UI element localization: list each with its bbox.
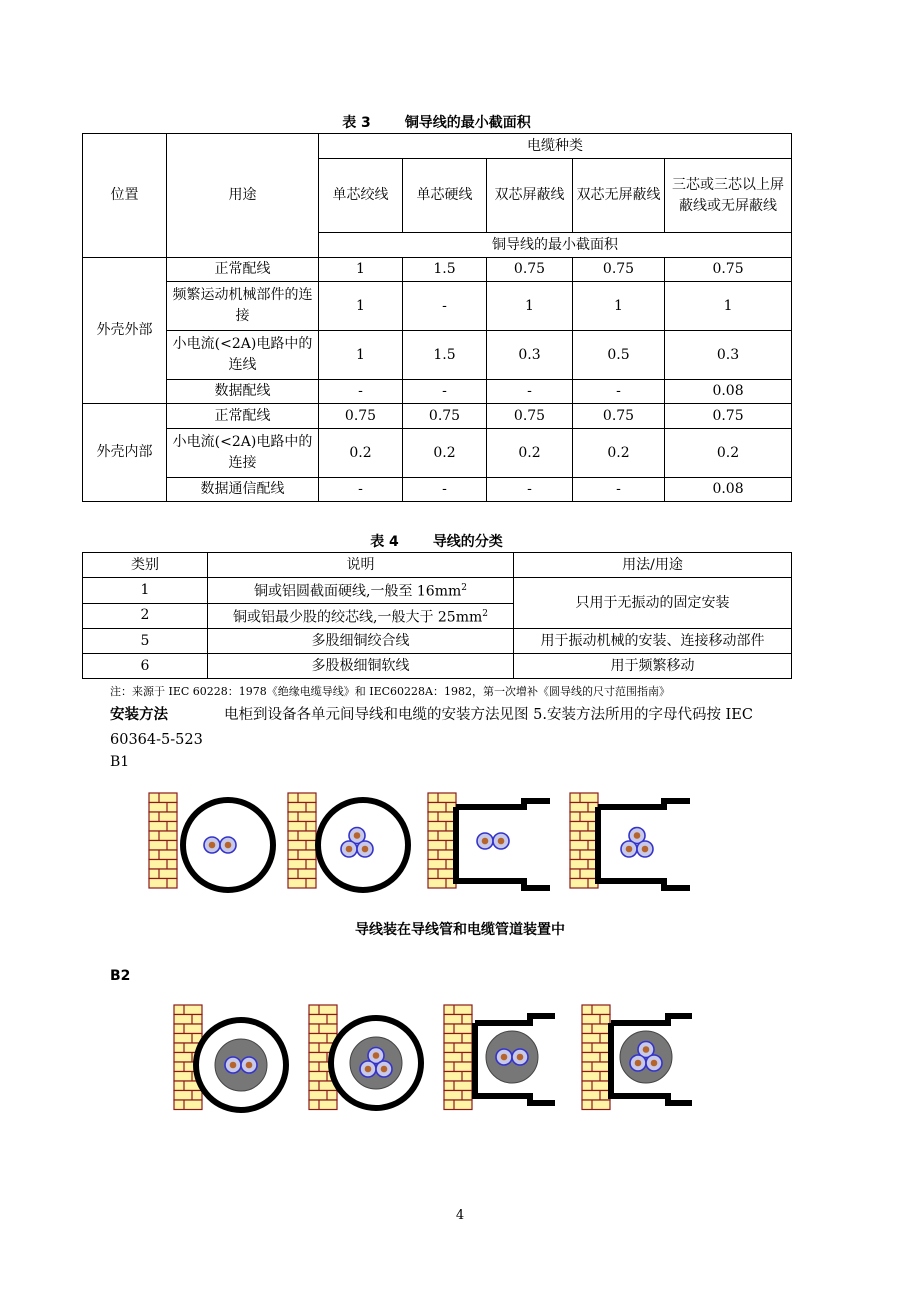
wire-conductor xyxy=(225,842,232,849)
brick xyxy=(582,1091,610,1101)
table4-desc-sup: 2 xyxy=(461,583,467,593)
table4-desc-sup: 2 xyxy=(482,608,488,619)
table4-header: 用法/用途 xyxy=(514,553,792,578)
brick xyxy=(444,1034,472,1044)
table3-cell: - xyxy=(487,380,573,404)
b1-label: B1 xyxy=(110,754,130,770)
table3-cell: - xyxy=(573,380,665,404)
brick-wall xyxy=(444,1005,472,1110)
table4-header: 类别 xyxy=(83,553,208,578)
brick xyxy=(582,1072,610,1082)
b2-figure xyxy=(0,995,920,1125)
brick-wall xyxy=(149,793,177,888)
table3-cell: - xyxy=(403,478,487,502)
table3-cell: 1 xyxy=(665,282,792,331)
table3-usage: 频繁运动机械部件的连接 xyxy=(167,282,319,331)
wire-cores xyxy=(621,828,653,858)
table3-cell: 0.2 xyxy=(319,429,403,478)
table3-header-cable-type: 电缆种类 xyxy=(319,134,792,159)
wire-conductor xyxy=(626,846,633,853)
table3-cell: 1 xyxy=(319,258,403,282)
table3-usage: 小电流(<2A)电路中的连线 xyxy=(167,331,319,380)
brick xyxy=(428,879,456,889)
table4-use: 用于频繁移动 xyxy=(514,654,792,679)
wire-conductor xyxy=(354,832,361,839)
brick xyxy=(444,1100,472,1110)
brick xyxy=(174,1015,202,1025)
table3-header-usage: 用途 xyxy=(167,134,319,258)
brick-wall xyxy=(582,1005,610,1110)
table3-col-header: 双芯屏蔽线 xyxy=(487,159,573,233)
brick xyxy=(582,1043,610,1053)
table3-usage: 数据通信配线 xyxy=(167,478,319,502)
table3-cell: 1.5 xyxy=(403,331,487,380)
brick xyxy=(174,1100,202,1110)
brick xyxy=(149,822,177,832)
brick xyxy=(149,803,177,813)
brick xyxy=(288,850,316,860)
brick xyxy=(309,1100,337,1110)
table-row xyxy=(83,282,792,331)
table3-caption-title: 铜导线的最小截面积 xyxy=(404,115,531,131)
brick xyxy=(428,822,456,832)
table3-cell: 0.75 xyxy=(573,404,665,429)
table3-usage: 正常配线 xyxy=(167,258,319,282)
table3-cell: - xyxy=(403,380,487,404)
brick-wall xyxy=(570,793,598,888)
table3-col-header: 单芯绞线 xyxy=(319,159,403,233)
install-paragraph xyxy=(110,703,830,728)
table-row xyxy=(83,331,792,380)
table3-col-header: 三芯或三芯以上屏蔽线或无屏蔽线 xyxy=(665,159,792,233)
brick xyxy=(288,879,316,889)
table3-cell: 1 xyxy=(573,282,665,331)
table3-cell: 0.08 xyxy=(665,478,792,502)
table3-position-inside: 外壳内部 xyxy=(83,404,167,502)
table4-desc: 多股细铜绞合线 xyxy=(208,629,514,654)
table3-caption-number: 表 3 xyxy=(342,115,371,131)
table4-cat: 2 xyxy=(83,603,208,629)
table3-cell: 0.2 xyxy=(487,429,573,478)
brick xyxy=(582,1005,610,1015)
wire-conductor xyxy=(346,846,353,853)
table3-usage: 小电流(<2A)电路中的连接 xyxy=(167,429,319,478)
page-number: 4 xyxy=(455,1208,465,1223)
b1-item-4 xyxy=(570,793,690,888)
table-row xyxy=(83,380,792,404)
table3-cell: - xyxy=(487,478,573,502)
brick xyxy=(444,1005,472,1015)
brick xyxy=(428,869,456,879)
install-text-line2: 60364-5-523 xyxy=(110,732,203,748)
wire-conductor xyxy=(246,1062,253,1069)
brick xyxy=(149,879,177,889)
brick xyxy=(570,860,598,870)
brick xyxy=(309,1091,337,1101)
table3-position-outside: 外壳外部 xyxy=(83,258,167,404)
brick-wall xyxy=(288,793,316,888)
table3-cell: 1.5 xyxy=(403,258,487,282)
table4-use: 只用于无振动的固定安装 xyxy=(514,578,792,629)
brick xyxy=(288,860,316,870)
brick xyxy=(570,879,598,889)
table4-caption-number: 表 4 xyxy=(370,534,399,550)
table-row xyxy=(83,404,792,429)
table4 xyxy=(82,552,792,679)
brick xyxy=(570,869,598,879)
table3-cell: - xyxy=(319,478,403,502)
brick xyxy=(288,869,316,879)
wire-conductor xyxy=(381,1066,388,1073)
brick xyxy=(582,1034,610,1044)
brick xyxy=(428,860,456,870)
wire-cores xyxy=(477,833,509,849)
wire-conductor xyxy=(635,1060,642,1067)
table3 xyxy=(82,133,792,502)
wire-conductor xyxy=(362,846,369,853)
table4-desc-text: 铜或铝圆截面硬线,一般至 16mm xyxy=(254,583,462,600)
wire-conductor xyxy=(482,838,489,845)
brick xyxy=(570,822,598,832)
wire-conductor xyxy=(498,838,505,845)
brick xyxy=(288,812,316,822)
brick xyxy=(149,850,177,860)
table3-cell: 0.2 xyxy=(573,429,665,478)
brick xyxy=(149,869,177,879)
wire-conductor xyxy=(365,1066,372,1073)
brick xyxy=(288,831,316,841)
brick xyxy=(288,793,316,803)
b1-item-1 xyxy=(149,793,273,890)
table3-cell: - xyxy=(573,478,665,502)
table3-cell: 0.2 xyxy=(665,429,792,478)
brick xyxy=(570,831,598,841)
brick xyxy=(444,1091,472,1101)
table3-cell: 1 xyxy=(319,282,403,331)
b2-item-2 xyxy=(309,1005,421,1110)
brick xyxy=(428,803,456,813)
brick xyxy=(428,831,456,841)
wire-conductor xyxy=(373,1052,380,1059)
table3-cell: 0.2 xyxy=(403,429,487,478)
table3-header-position: 位置 xyxy=(83,134,167,258)
table4-cat: 6 xyxy=(83,654,208,679)
table3-cell: 0.75 xyxy=(319,404,403,429)
brick xyxy=(149,860,177,870)
table3-cell: 0.75 xyxy=(573,258,665,282)
table-row xyxy=(83,578,792,604)
brick xyxy=(149,831,177,841)
wire-conductor xyxy=(651,1060,658,1067)
table3-cell: 0.5 xyxy=(573,331,665,380)
brick xyxy=(582,1015,610,1025)
brick xyxy=(570,812,598,822)
brick xyxy=(428,812,456,822)
table4-cat: 5 xyxy=(83,629,208,654)
table4-desc xyxy=(208,578,514,604)
wire-conductor xyxy=(634,832,641,839)
brick xyxy=(444,1062,472,1072)
table3-col-header: 单芯硬线 xyxy=(403,159,487,233)
b1-figure xyxy=(0,785,920,900)
table4-desc xyxy=(208,603,514,629)
table3-header-min-area: 铜导线的最小截面积 xyxy=(319,233,792,258)
table3-cell: - xyxy=(403,282,487,331)
wire-conductor xyxy=(209,842,216,849)
brick xyxy=(570,793,598,803)
b2-item-4 xyxy=(582,1005,692,1110)
brick xyxy=(288,822,316,832)
table-row xyxy=(83,258,792,282)
wire-conductor xyxy=(501,1054,508,1061)
brick xyxy=(582,1100,610,1110)
brick xyxy=(288,841,316,851)
table-row xyxy=(83,478,792,502)
table3-usage: 数据配线 xyxy=(167,380,319,404)
table3-usage: 正常配线 xyxy=(167,404,319,429)
brick xyxy=(174,1091,202,1101)
brick xyxy=(582,1053,610,1063)
table3-cell: 1 xyxy=(487,282,573,331)
brick xyxy=(444,1072,472,1082)
brick xyxy=(309,1034,337,1044)
wire-conductor xyxy=(643,1046,650,1053)
table-row xyxy=(83,629,792,654)
brick xyxy=(444,1015,472,1025)
brick xyxy=(174,1005,202,1015)
install-title: 安装方法 xyxy=(110,707,168,723)
table3-cell: 0.3 xyxy=(487,331,573,380)
table4-header-row xyxy=(83,553,792,578)
table3-cell: 0.08 xyxy=(665,380,792,404)
table4-header: 说明 xyxy=(208,553,514,578)
table-row xyxy=(83,429,792,478)
brick xyxy=(444,1053,472,1063)
brick xyxy=(444,1081,472,1091)
wire-conductor xyxy=(642,846,649,853)
table4-desc-text: 铜或铝最少股的绞芯线,一般大于 25mm xyxy=(233,609,483,626)
table3-cell: 0.75 xyxy=(487,404,573,429)
brick xyxy=(309,1005,337,1015)
table3-cell: 0.75 xyxy=(665,404,792,429)
table3-cell: 0.75 xyxy=(487,258,573,282)
table3-cell: 1 xyxy=(319,331,403,380)
table4-use: 用于振动机械的安装、连接移动部件 xyxy=(514,629,792,654)
brick xyxy=(174,1024,202,1034)
brick xyxy=(582,1024,610,1034)
brick xyxy=(582,1062,610,1072)
b2-item-1 xyxy=(174,1005,286,1110)
wire-conductor xyxy=(230,1062,237,1069)
brick xyxy=(309,1024,337,1034)
brick xyxy=(288,803,316,813)
table3-cell: 0.75 xyxy=(665,258,792,282)
brick-wall xyxy=(428,793,456,888)
b1-item-3 xyxy=(428,793,550,888)
brick xyxy=(428,850,456,860)
wire-conductor xyxy=(517,1054,524,1061)
table-row xyxy=(83,654,792,679)
brick xyxy=(174,1034,202,1044)
brick xyxy=(149,793,177,803)
brick xyxy=(570,850,598,860)
brick xyxy=(149,812,177,822)
table3-col-header: 双芯无屏蔽线 xyxy=(573,159,665,233)
table4-cat: 1 xyxy=(83,578,208,604)
brick xyxy=(428,793,456,803)
b1-caption: 导线装在导线管和电缆管道装置中 xyxy=(355,922,565,938)
install-text: 电柜到设备各单元间导线和电缆的安装方法见图 5.安装方法所用的字母代码按 IEC xyxy=(224,707,753,723)
brick xyxy=(444,1024,472,1034)
brick xyxy=(582,1081,610,1091)
table3-cell: - xyxy=(319,380,403,404)
brick xyxy=(428,841,456,851)
table4-caption xyxy=(82,531,791,551)
table3-cell: 0.75 xyxy=(403,404,487,429)
source-note: 注：来源于 IEC 60228：1978《绝缘电缆导线》和 IEC60228A：1982，第一次增补《圆导线的尺寸范围指南》 xyxy=(110,685,670,698)
b2-label: B2 xyxy=(110,968,131,984)
b1-item-2 xyxy=(288,793,408,890)
brick xyxy=(444,1043,472,1053)
table3-cell: 0.3 xyxy=(665,331,792,380)
table4-caption-title: 导线的分类 xyxy=(432,534,503,550)
brick xyxy=(570,803,598,813)
brick xyxy=(149,841,177,851)
brick xyxy=(570,841,598,851)
table4-desc: 多股极细铜软线 xyxy=(208,654,514,679)
b2-item-3 xyxy=(444,1005,555,1110)
brick xyxy=(309,1015,337,1025)
table3-caption xyxy=(82,112,791,132)
